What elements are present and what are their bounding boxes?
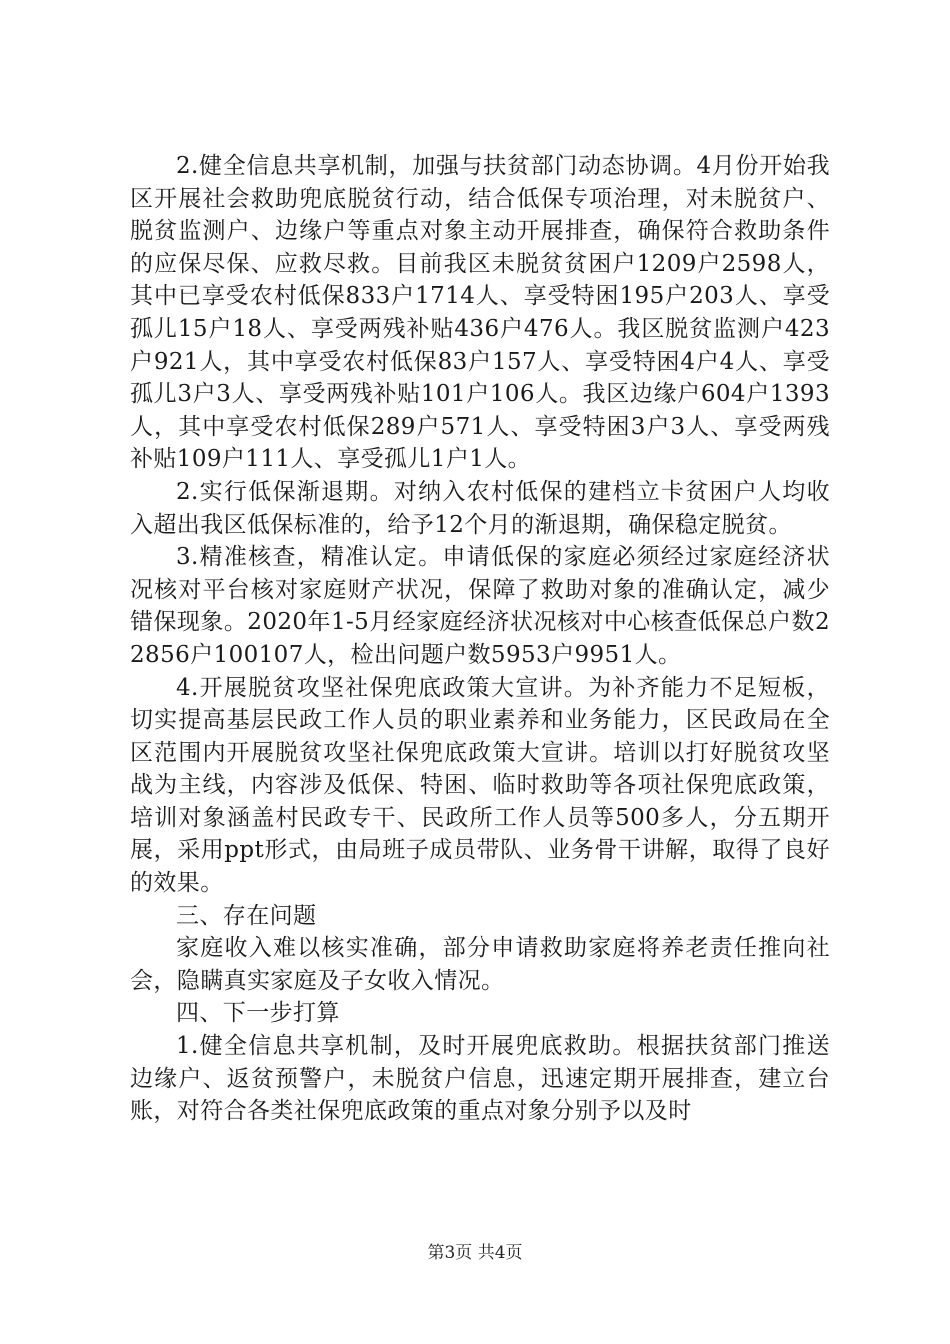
paragraph-problems: 家庭收入难以核实准确，部分申请救助家庭将养老责任推向社会，隐瞒真实家庭及子女收入情况。	[130, 935, 830, 994]
page-footer: 第3页 共4页	[427, 1243, 523, 1263]
section-heading-next-steps: 四、下一步打算	[176, 1000, 340, 1027]
paragraph-next-steps: 1.健全信息共享机制，及时开展兜底救助。根据扶贫部门推送边缘户、返贫预警户，未脱贫户信息，迅速定期开展排查，建立台账，对符合各类社保兜底政策的重点对象分别予以及时	[130, 1033, 830, 1125]
paragraph-gradual-exit: 2.实行低保渐退期。对纳入农村低保的建档立卡贫困户人均收入超出我区低保标准的，给予12个月的渐退期，确保稳定脱贫。	[130, 478, 830, 538]
document-body	[130, 150, 830, 1128]
section-heading-problems: 三、存在问题	[176, 902, 317, 929]
paragraph-policy-lecture: 4.开展脱贫攻坚社保兜底政策大宣讲。为补齐能力不足短板，切实提高基层民政工作人员的职业素养和业务能力，区民政局在全区范围内开展脱贫攻坚社保兜底政策大宣讲。培训以打好脱贫攻坚战为主线，内容涉及低保、特困、临时救助等各项社保兜底政策，培训对象涵盖村民政专干、民政所工作人员等500多人，分五期开展，采用ppt形式，由局班子成员带队、业务骨干讲解，取得了良好的效果。	[130, 674, 830, 897]
paragraph-info-sharing: 2.健全信息共享机制，加强与扶贫部门动态协调。4月份开始我区开展社会救助兜底脱贫行动，结合低保专项治理，对未脱贫户、脱贫监测户、边缘户等重点对象主动开展排查，确保符合救助条件的应保尽保、应救尽救。目前我区未脱贫贫困户1209户2598人，其中已享受农村低保833户1714人、享受特困195户203人、享受孤儿15户18人、享受两残补贴436户476人。我区脱贫监测户423户921人，其中享受农村低保83户157人、享受特困4户4人、享受孤儿3户3人、享受两残补贴101户106人。我区边缘户604户1393人，其中享受农村低保289户571人、享受特困3户3人、享受两残补贴109户111人、享受孤儿1户1人。	[130, 153, 830, 473]
paragraph-precise-verification: 3.精准核查，精准认定。申请低保的家庭必须经过家庭经济状况核对平台核对家庭财产状况，保障了救助对象的准确认定，减少错保现象。2020年1-5月经家庭经济状况核对中心核查低保总户数22856户100107人，检出问题户数5953户9951人。	[130, 544, 830, 668]
